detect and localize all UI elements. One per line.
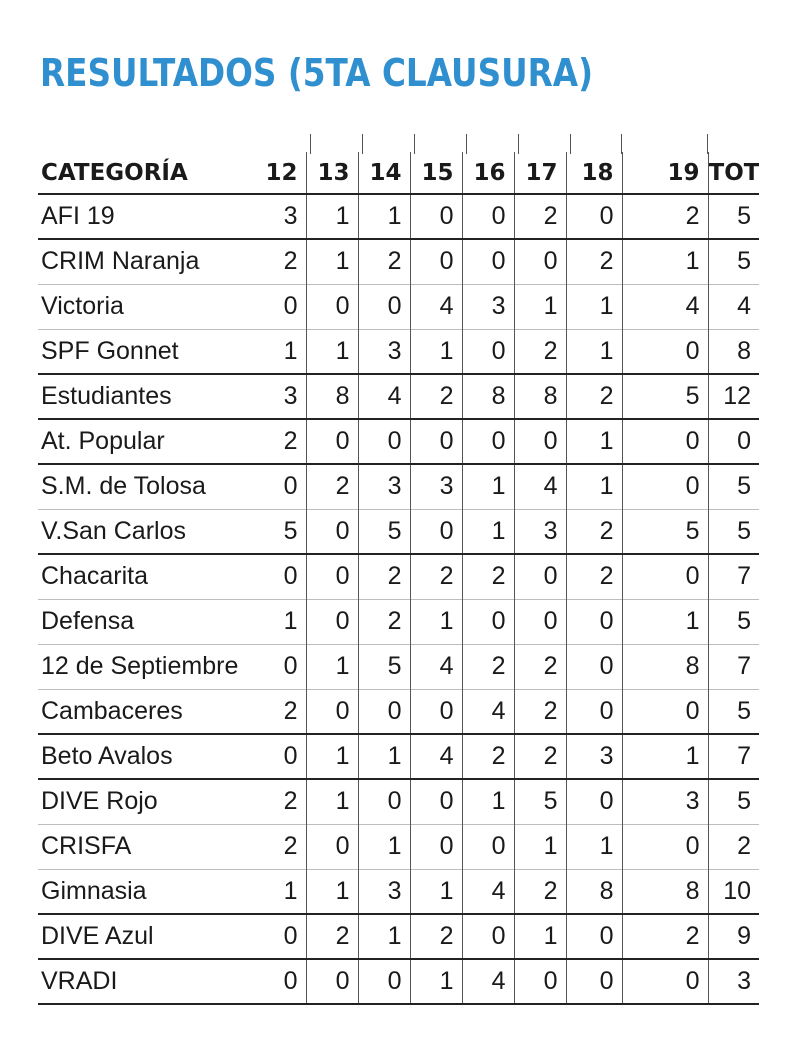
header-cell: 16 (462, 152, 514, 194)
column-divider (310, 134, 311, 154)
score-cell: 0 (283, 472, 298, 501)
header-cell: 15 (410, 152, 462, 194)
total-cell: 5 (708, 779, 759, 824)
total-cell: 5 (708, 464, 759, 509)
score-cell: 1 (306, 329, 358, 374)
score-cell: 0 (566, 779, 622, 824)
header-cell: TOT (708, 152, 759, 194)
score-cell: 1 (622, 599, 708, 644)
score-cell: 1 (462, 779, 514, 824)
score-cell: 2 (622, 914, 708, 959)
table-row (38, 959, 759, 1004)
team-name-cell: Chacarita (41, 562, 148, 591)
score-cell: 3 (283, 382, 298, 410)
total-cell: 12 (708, 374, 759, 419)
team-name-cell: SPF Gonnet (41, 336, 179, 365)
team-name-cell: DIVE Rojo (41, 787, 158, 816)
header-cell: CATEGORÍA (41, 159, 188, 186)
table-row (38, 239, 759, 284)
score-cell: 4 (410, 644, 462, 689)
score-cell: 2 (410, 374, 462, 419)
score-cell: 0 (462, 329, 514, 374)
score-cell: 0 (410, 239, 462, 284)
team-name-cell: Victoria (41, 292, 124, 320)
score-cell: 2 (306, 914, 358, 959)
score-cell: 0 (462, 824, 514, 869)
score-cell: 2 (462, 554, 514, 599)
score-cell: 5 (514, 779, 566, 824)
score-cell: 0 (358, 284, 410, 329)
table-row (38, 464, 759, 509)
score-cell: 0 (462, 194, 514, 239)
column-divider (707, 134, 708, 154)
team-name-cell: VRADI (41, 967, 118, 995)
score-cell: 0 (410, 824, 462, 869)
total-cell: 8 (708, 329, 759, 374)
team-name-cell: Beto Avalos (41, 742, 173, 770)
score-cell: 1 (410, 599, 462, 644)
table-row (38, 869, 759, 914)
score-cell: 0 (283, 292, 298, 320)
score-cell: 3 (514, 509, 566, 554)
score-cell: 1 (358, 914, 410, 959)
score-cell: 4 (462, 959, 514, 1004)
table-row (38, 554, 759, 599)
team-name-cell: CRISFA (41, 832, 132, 860)
score-cell: 0 (306, 554, 358, 599)
total-cell: 5 (708, 509, 759, 554)
score-cell: 2 (410, 554, 462, 599)
score-cell: 4 (410, 734, 462, 779)
total-cell: 5 (708, 194, 759, 239)
score-cell: 0 (566, 959, 622, 1004)
team-name-cell: AFI 19 (41, 202, 115, 230)
score-cell: 5 (622, 509, 708, 554)
score-cell: 2 (622, 194, 708, 239)
score-cell: 3 (462, 284, 514, 329)
total-cell: 5 (708, 599, 759, 644)
score-cell: 0 (566, 914, 622, 959)
score-cell: 0 (622, 824, 708, 869)
score-cell: 2 (514, 194, 566, 239)
table-row (38, 419, 759, 464)
header-cell: 19 (622, 152, 708, 194)
score-cell: 1 (306, 869, 358, 914)
score-cell: 1 (514, 914, 566, 959)
total-cell: 2 (708, 824, 759, 869)
header-cell: 14 (358, 152, 410, 194)
score-cell: 1 (622, 734, 708, 779)
total-cell: 5 (708, 689, 759, 734)
team-name-cell: CRIM Naranja (41, 247, 200, 276)
score-cell: 1 (306, 644, 358, 689)
score-cell: 2 (283, 832, 298, 860)
team-name-cell: S.M. de Tolosa (41, 472, 206, 501)
table-row (38, 734, 759, 779)
score-cell: 0 (283, 652, 298, 680)
score-cell: 1 (283, 607, 298, 635)
score-cell: 8 (566, 869, 622, 914)
score-cell: 0 (306, 959, 358, 1004)
score-cell: 1 (306, 194, 358, 239)
score-cell: 0 (622, 464, 708, 509)
score-cell: 3 (358, 869, 410, 914)
score-cell: 0 (410, 689, 462, 734)
score-cell: 0 (410, 779, 462, 824)
score-cell: 0 (358, 959, 410, 1004)
score-cell: 5 (358, 509, 410, 554)
score-cell: 1 (566, 329, 622, 374)
column-divider (466, 134, 467, 154)
score-cell: 2 (566, 239, 622, 284)
header-cell: 18 (566, 152, 622, 194)
score-cell: 1 (514, 284, 566, 329)
column-divider (414, 134, 415, 154)
score-cell: 1 (410, 959, 462, 1004)
team-name-cell: Estudiantes (41, 382, 172, 410)
score-cell: 1 (283, 876, 298, 905)
score-cell: 3 (358, 329, 410, 374)
score-cell: 0 (283, 967, 298, 995)
team-name-cell: Defensa (41, 607, 135, 635)
team-name-cell: Cambaceres (41, 696, 183, 725)
score-cell: 2 (358, 599, 410, 644)
table-row (38, 284, 759, 329)
team-name-cell: Gimnasia (41, 876, 147, 905)
score-cell: 1 (306, 239, 358, 284)
score-cell: 2 (358, 554, 410, 599)
column-divider (518, 134, 519, 154)
score-cell: 0 (358, 779, 410, 824)
score-cell: 8 (622, 644, 708, 689)
score-cell: 1 (410, 869, 462, 914)
table-row (38, 779, 759, 824)
score-cell: 2 (514, 644, 566, 689)
score-cell: 0 (462, 239, 514, 284)
score-cell: 0 (566, 599, 622, 644)
table-row (38, 194, 759, 239)
score-cell: 4 (358, 374, 410, 419)
score-cell: 2 (283, 696, 298, 725)
score-cell: 2 (514, 329, 566, 374)
score-cell: 2 (462, 734, 514, 779)
total-cell: 7 (708, 554, 759, 599)
score-cell: 2 (514, 869, 566, 914)
column-divider (621, 134, 622, 154)
score-cell: 8 (306, 374, 358, 419)
score-cell: 0 (514, 599, 566, 644)
score-cell: 1 (514, 824, 566, 869)
total-cell: 7 (708, 644, 759, 689)
score-cell: 8 (514, 374, 566, 419)
column-divider (362, 134, 363, 154)
table-row (38, 599, 759, 644)
score-cell: 2 (306, 464, 358, 509)
score-cell: 0 (283, 922, 298, 950)
header-cell: 13 (306, 152, 358, 194)
total-cell: 7 (708, 734, 759, 779)
score-cell: 0 (514, 419, 566, 464)
score-cell: 0 (622, 329, 708, 374)
score-cell: 0 (358, 689, 410, 734)
score-cell: 0 (306, 284, 358, 329)
score-cell: 1 (566, 464, 622, 509)
score-cell: 2 (283, 247, 298, 276)
score-cell: 1 (410, 329, 462, 374)
score-cell: 0 (566, 689, 622, 734)
score-cell: 0 (462, 419, 514, 464)
score-cell: 2 (283, 427, 298, 455)
score-cell: 1 (306, 779, 358, 824)
team-name-cell: DIVE Azul (41, 922, 154, 950)
score-cell: 1 (462, 464, 514, 509)
score-cell: 3 (622, 779, 708, 824)
table-row (38, 824, 759, 869)
team-name-cell: At. Popular (41, 427, 165, 455)
score-cell: 4 (410, 284, 462, 329)
score-cell: 2 (462, 644, 514, 689)
score-cell: 0 (622, 419, 708, 464)
score-cell: 4 (514, 464, 566, 509)
score-cell: 2 (514, 734, 566, 779)
total-cell: 4 (708, 284, 759, 329)
score-cell: 3 (410, 464, 462, 509)
score-cell: 8 (622, 869, 708, 914)
total-cell: 0 (708, 419, 759, 464)
score-cell: 0 (410, 194, 462, 239)
score-cell: 0 (462, 599, 514, 644)
table-row (38, 644, 759, 689)
score-cell: 0 (514, 554, 566, 599)
score-cell: 0 (306, 509, 358, 554)
score-cell: 0 (622, 959, 708, 1004)
team-name-cell: 12 de Septiembre (41, 652, 239, 680)
score-cell: 2 (410, 914, 462, 959)
table-row (38, 914, 759, 959)
score-cell: 0 (566, 194, 622, 239)
score-cell: 0 (306, 419, 358, 464)
score-cell: 1 (358, 194, 410, 239)
total-cell: 5 (708, 239, 759, 284)
score-cell: 0 (306, 689, 358, 734)
score-cell: 0 (283, 562, 298, 591)
total-cell: 3 (708, 959, 759, 1004)
score-cell: 2 (283, 787, 298, 816)
score-cell: 1 (566, 284, 622, 329)
score-cell: 0 (566, 644, 622, 689)
score-cell: 0 (306, 824, 358, 869)
score-cell: 5 (622, 374, 708, 419)
score-cell: 2 (514, 689, 566, 734)
score-cell: 1 (358, 824, 410, 869)
header-cell: 17 (514, 152, 566, 194)
score-cell: 1 (462, 509, 514, 554)
score-cell: 1 (306, 734, 358, 779)
score-cell: 4 (462, 689, 514, 734)
score-cell: 1 (566, 824, 622, 869)
table-row (38, 374, 759, 419)
score-cell: 1 (283, 336, 298, 365)
score-cell: 8 (462, 374, 514, 419)
column-divider (570, 134, 571, 154)
score-cell: 0 (514, 959, 566, 1004)
score-cell: 1 (358, 734, 410, 779)
score-cell: 0 (306, 599, 358, 644)
score-cell: 3 (283, 202, 298, 230)
score-cell: 2 (566, 374, 622, 419)
score-cell: 1 (566, 419, 622, 464)
score-cell: 0 (358, 419, 410, 464)
score-cell: 2 (566, 509, 622, 554)
team-name-cell: V.San Carlos (41, 516, 186, 545)
score-cell: 0 (462, 914, 514, 959)
score-cell: 3 (566, 734, 622, 779)
score-cell: 0 (283, 742, 298, 770)
total-cell: 10 (708, 869, 759, 914)
score-cell: 1 (622, 239, 708, 284)
score-cell: 0 (514, 239, 566, 284)
score-cell: 5 (283, 516, 298, 545)
table-row (38, 509, 759, 554)
score-cell: 3 (358, 464, 410, 509)
score-cell: 0 (622, 689, 708, 734)
score-cell: 0 (622, 554, 708, 599)
table-row (38, 689, 759, 734)
score-cell: 2 (358, 239, 410, 284)
results-table (38, 152, 759, 1005)
score-cell: 5 (358, 644, 410, 689)
score-cell: 4 (462, 869, 514, 914)
table-body (38, 194, 759, 1004)
score-cell: 0 (410, 419, 462, 464)
score-cell: 0 (410, 509, 462, 554)
page-title: RESULTADOS (5TA CLAUSURA) (40, 51, 594, 95)
score-cell: 4 (622, 284, 708, 329)
table-row (38, 329, 759, 374)
total-cell: 9 (708, 914, 759, 959)
header-row (38, 152, 759, 194)
header-cell: 12 (265, 159, 298, 186)
score-cell: 2 (566, 554, 622, 599)
